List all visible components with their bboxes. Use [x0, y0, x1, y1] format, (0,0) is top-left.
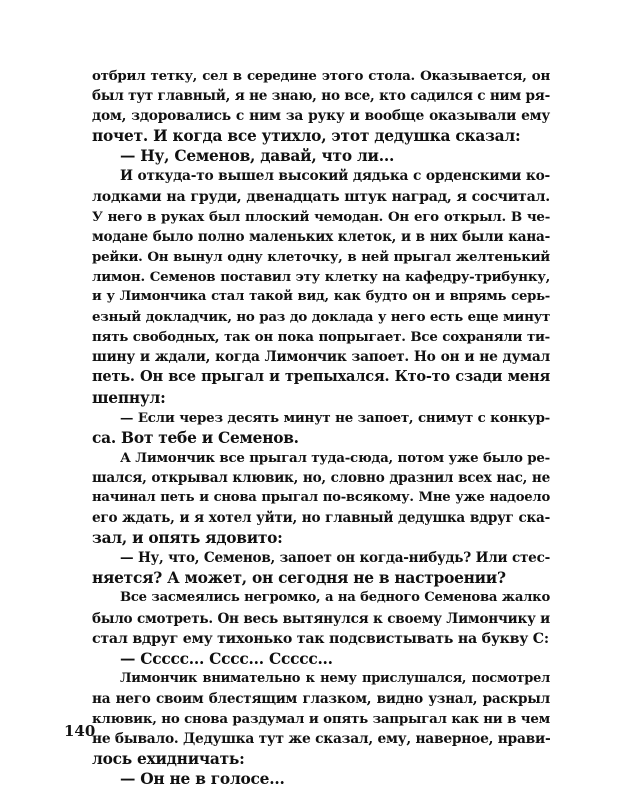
text-line: был тут главный, я не знаю, но все, кто садился с ним ря-: [92, 88, 550, 105]
text-line: рейки. Он вынул одну клеточку, в ней прыгал желтенький: [92, 248, 550, 265]
text-line: клювик, но снова раздумал и опять запрыгал как ни в чем: [92, 711, 550, 727]
text-line: Лимончик внимательно к нему прислушался, посмотрел: [120, 670, 550, 686]
text-line: — Он не в голосе...: [120, 770, 285, 789]
text-line: лодками на груди, двенадцать штук наград, я сосчитал.: [92, 188, 550, 205]
text-line: пять свободных, так он пока попрыгает. Все сохраняли ти-: [92, 329, 550, 346]
text-line: не бывало. Дедушка тут же сказал, ему, наверное, нрави-: [92, 731, 551, 748]
text-line: няется? А может, он сегодня не в настроении?: [92, 569, 506, 588]
text-line: модане было полно маленьких клеток, и в них были кана-: [92, 228, 550, 245]
text-line: стал вдруг ему тихонько так подсвистывать на букву С:: [92, 630, 549, 647]
text-line: почет. И когда все утихло, этот дедушка сказал:: [92, 127, 521, 146]
text-line: — Ну, Семенов, давай, что ли...: [120, 147, 395, 166]
text-line: — Если через десять минут не запоет, снимут с конкур-: [120, 409, 550, 426]
text-line: У него в руках был плоский чемодан. Он его открыл. В че-: [92, 208, 550, 225]
text-line: лось ехидничать:: [92, 750, 245, 769]
text-line: шину и ждали, когда Лимончик запоет. Но он и не думал: [92, 349, 550, 366]
text-line: его ждать, и я хотел уйти, но главный дедушка вдруг ска-: [92, 510, 550, 527]
text-line: начинал петь и снова прыгал по-всякому. Мне уже надоело: [92, 489, 550, 505]
text-line: са. Вот тебе и Семенов.: [92, 428, 299, 447]
page-number: 140: [64, 722, 96, 740]
text-line: и у Лимончика стал такой вид, как будто он и впрямь серь-: [92, 289, 550, 305]
text-line: было смотреть. Он весь вытянулся к своему Лимончику и: [92, 610, 550, 627]
text-line: Все засмеялись негромко, а на бедного Семенова жалко: [120, 590, 550, 606]
text-line: А Лимончик все прыгал туда-сюда, потом уже было ре-: [120, 449, 550, 466]
text-line: дом, здоровались с ним за руку и вообще оказывали ему: [92, 108, 550, 125]
text-line: шепнул:: [92, 388, 166, 407]
text-line: лимон. Семенов поставил эту клетку на кафедру-трибунку,: [92, 268, 550, 285]
text-line: петь. Он все прыгал и трепыхался. Кто-то сзади меня: [92, 368, 550, 386]
text-line: зал, и опять ядовито:: [92, 529, 283, 548]
body-text: [92, 66, 550, 789]
text-line: шался, открывал клювик, но, словно дразнил всех нас, не: [92, 469, 550, 486]
text-line: отбрил тетку, сел в середине этого стола. Оказывается, он: [92, 68, 550, 84]
text-line: И откуда-то вышел высокий дядька с орденскими ко-: [120, 168, 550, 185]
text-line: езный докладчик, но раз до доклада у него есть еще минут: [92, 309, 550, 326]
text-line: — Ссссс... Сссс... Ссссс...: [120, 649, 333, 668]
text-line: — Ну, что, Семенов, запоет он когда-нибудь? Или стес-: [120, 550, 550, 567]
text-line: на него своим блестящим глазком, видно узнал, раскрыл: [92, 690, 550, 707]
